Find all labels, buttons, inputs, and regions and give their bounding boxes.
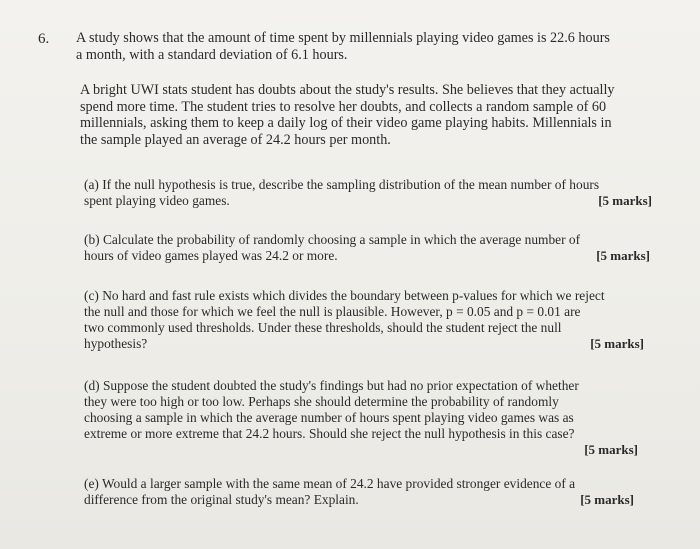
question-context [80, 82, 656, 148]
part-d-line: extreme or more extreme that 24.2 hours. Should she reject the null hypothesis in this case? [84, 426, 575, 441]
part-a-marks: [5 marks] [598, 193, 652, 208]
part-a-line: (a) If the null hypothesis is true, describe the sampling distribution of the mean number of hours [84, 177, 600, 192]
part-c-line: (c) No hard and fast rule exists which divides the boundary between p-values for which we reject [84, 288, 605, 303]
part-c-line: two commonly used thresholds. Under these thresholds, should the student reject the null [84, 320, 562, 335]
part-e [84, 476, 634, 508]
part-a [84, 177, 652, 209]
part-b-line: hours of video games played was 24.2 or more. [84, 248, 338, 263]
context-line: spend more time. The student tries to resolve her doubts, and collects a random sample of 60 [80, 98, 607, 115]
context-line: A bright UWI stats student has doubts about the study's results. She believes that they actually [80, 82, 615, 98]
part-b-line: (b) Calculate the probability of randomly choosing a sample in which the average number of [84, 232, 581, 247]
part-b [84, 232, 650, 264]
part-e-marks: [5 marks] [580, 492, 634, 507]
part-d [84, 378, 638, 458]
part-d-line: they were too high or too low. Perhaps she should determine the probability of randomly [84, 394, 559, 409]
intro-line: A study shows that the amount of time spent by millennials playing video games is 22.6 hours [76, 30, 610, 46]
part-d-marks: [5 marks] [584, 442, 638, 457]
part-c-line: the null and those for which we feel the null is plausible. However, p = 0.05 and p = 0.01 are [84, 304, 581, 319]
question-number: 6. [38, 31, 50, 47]
part-d-line: choosing a sample in which the average number of hours spent playing video games was as [84, 410, 574, 425]
part-e-line: (e) Would a larger sample with the same mean of 24.2 have provided stronger evidence of a [84, 476, 576, 491]
context-line: millennials, asking them to keep a daily log of their video game playing habits. Millennials in [80, 115, 612, 131]
part-d-line: (d) Suppose the student doubted the study's findings but had no prior expectation of whether [84, 378, 579, 393]
part-c-marks: [5 marks] [590, 336, 644, 351]
context-line: the sample played an average of 24.2 hours per month. [80, 131, 391, 148]
part-c [84, 288, 644, 352]
part-a-line: spent playing video games. [84, 193, 230, 208]
intro-line: a month, with a standard deviation of 6.1 hours. [76, 46, 348, 63]
part-c-line: hypothesis? [84, 336, 148, 351]
part-b-marks: [5 marks] [596, 248, 650, 263]
question-intro [76, 30, 660, 63]
part-e-line: difference from the original study's mean? Explain. [84, 492, 359, 507]
